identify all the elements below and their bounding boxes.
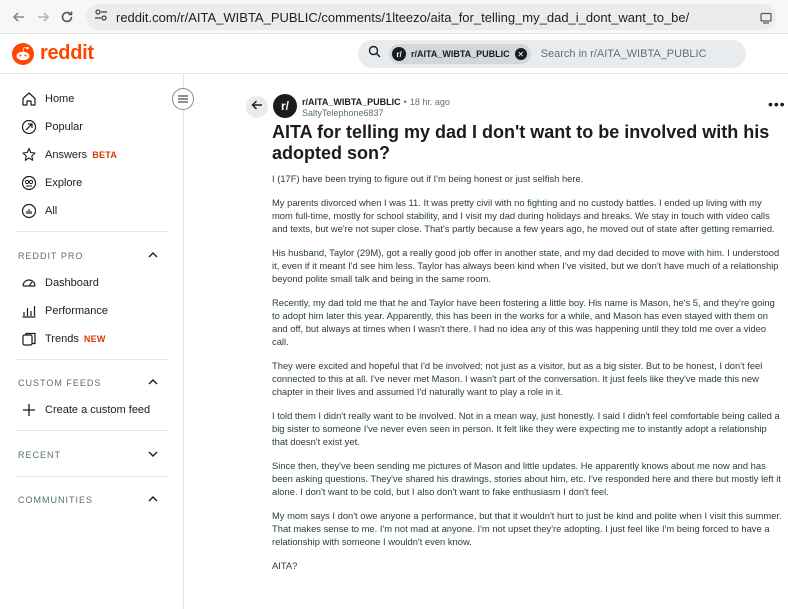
post-body — [272, 172, 782, 583]
post-title: AITA for telling my dad I don't want to be involved with his adopted son? — [272, 122, 770, 163]
more-options-icon[interactable]: ••• — [768, 96, 786, 112]
answers-icon — [20, 146, 38, 164]
create-custom-feed-button[interactable] — [20, 400, 150, 420]
chip-close-icon[interactable]: ✕ — [515, 48, 527, 60]
post-timestamp: 18 hr. ago — [409, 97, 450, 107]
popular-icon — [20, 118, 38, 136]
subreddit-search-chip[interactable] — [389, 44, 531, 64]
communities-heading: COMMUNITIES — [18, 495, 93, 505]
chevron-down-icon — [148, 450, 158, 460]
create-custom-feed-label: Create a custom feed — [45, 404, 151, 416]
sidebar-divider — [16, 231, 168, 232]
chevron-up-icon — [148, 495, 158, 505]
sidebar-item-label: Dashboard — [45, 277, 99, 289]
home-icon — [20, 90, 38, 108]
sidebar-item-explore[interactable] — [20, 173, 82, 193]
new-badge: NEW — [83, 334, 106, 344]
post-paragraph: My parents divorced when I was 11. It was pretty civil with no fighting and no custody battles. I ended up living with my mom full-time, mostly for school stability, and I visit my dad during holidays and breaks. We stay in touch with video calls and texts, but we're not super close. That's partly because a few years ago, he moved out of state after getting remarried. — [272, 197, 775, 234]
reddit-pro-section-header[interactable] — [18, 248, 158, 264]
sidebar-item-home[interactable] — [20, 89, 74, 109]
sidebar-divider — [16, 359, 168, 360]
search-icon — [368, 45, 381, 63]
sidebar-item-label: Popular — [45, 121, 83, 133]
custom-feeds-section-header[interactable] — [18, 375, 158, 391]
sidebar-divider — [16, 430, 168, 431]
sidebar-item-label: All — [45, 205, 58, 217]
cast-icon[interactable] — [760, 11, 772, 29]
beta-badge: BETA — [92, 150, 118, 160]
post-paragraph: My mom says I don't owe anyone a performance, but that it wouldn't hurt to just be kind and polite when I visit this summer. That makes sense to me. I'm not mad at anyone. I'm not upset they're adopting. I just feel like I'm being forced to have a relationship with someone I wouldn't even know. — [272, 510, 782, 547]
logo-wordmark: reddit — [40, 42, 94, 64]
post-author[interactable]: SaltyTelephone6837 — [302, 108, 384, 118]
sidebar-item-trends[interactable] — [20, 329, 106, 349]
subreddit-avatar[interactable]: r/ — [273, 94, 297, 118]
sidebar-item-performance[interactable] — [20, 301, 108, 321]
reddit-logo[interactable] — [12, 42, 94, 65]
sidebar-item-popular[interactable] — [20, 117, 83, 137]
back-arrow-icon[interactable] — [8, 6, 30, 28]
post-paragraph: Since then, they've been sending me pictures of Mason and little updates. He apparently knows about me now and has been asking questions. They've shared his drawings, stories about him, etc. I've responded here and there but mostly left it alone. I don't want to be cold, but I also don't want to fake enthusiasm I don't feel. — [272, 460, 781, 497]
arrow-left-icon — [251, 98, 263, 116]
url-text: reddit.com/r/AITA_WIBTA_PUBLIC/comments/1lteezo/aita_for_telling_my_dad_i_dont_want_to_be/ — [116, 9, 690, 25]
collapse-sidebar-button[interactable] — [172, 88, 194, 110]
sidebar-item-label: Answers — [45, 149, 88, 161]
site-header — [0, 34, 788, 74]
search-bar[interactable] — [358, 40, 746, 68]
chevron-up-icon — [148, 251, 158, 261]
sidebar-item-dashboard[interactable] — [20, 273, 99, 293]
reload-icon[interactable] — [56, 6, 78, 28]
site-settings-icon[interactable] — [94, 8, 108, 26]
search-input[interactable]: Search in r/AITA_WIBTA_PUBLIC — [540, 48, 707, 60]
performance-icon — [20, 302, 38, 320]
post-paragraph: AITA? — [272, 560, 298, 571]
dashboard-icon — [20, 274, 38, 292]
subreddit-chip-label: r/AITA_WIBTA_PUBLIC — [411, 49, 510, 59]
subreddit-chip-avatar: r/ — [392, 47, 406, 61]
menu-icon — [178, 90, 188, 108]
meta-separator: • — [403, 97, 407, 107]
sidebar-item-label: Home — [45, 93, 75, 105]
forward-arrow-icon[interactable] — [32, 6, 54, 28]
reddit-pro-heading: REDDIT PRO — [18, 251, 84, 261]
chevron-up-icon — [148, 378, 158, 388]
post-paragraph: I told them I didn't really want to be involved. Not in a mean way, just honestly. I said I didn't feel comfortable being called a big sister to someone I've never even seen in person. It felt like they were expecting me to instantly adopt a relationship that doesn't exist yet. — [272, 410, 780, 447]
communities-section-header[interactable] — [18, 492, 158, 508]
post-paragraph: I (17F) have been trying to figure out if I'm being honest or just selfish here. — [272, 173, 584, 184]
recent-heading: RECENT — [18, 450, 62, 460]
left-sidebar — [0, 74, 184, 609]
custom-feeds-heading: CUSTOM FEEDS — [18, 378, 102, 388]
sidebar-item-label: Explore — [45, 177, 83, 189]
reddit-snoo-icon — [12, 43, 34, 65]
plus-icon — [20, 401, 38, 419]
recent-section-header[interactable] — [18, 447, 158, 463]
sidebar-item-all[interactable] — [20, 201, 57, 221]
post-paragraph: Recently, my dad told me that he and Taylor have been fostering a little boy. His name is Mason, he's 5, and they're going to adopt him later this year. Apparently, this has been in the works for a while, and Mason has even stayed with them on and off, but always at times when I wasn't there. I had no idea any of this was happening until they told me over a video call. — [272, 297, 775, 347]
subreddit-link[interactable]: r/AITA_WIBTA_PUBLIC — [302, 97, 401, 107]
trends-icon — [20, 330, 38, 348]
explore-icon — [20, 174, 38, 192]
post-paragraph: They were excited and hopeful that I'd be involved; not just as a visitor, but as a big sister. But to be honest, I don't feel connected to this at all. I've never met Mason. I wasn't part of the conversation. It just feels like they've made this new chapter in their lives and assumed I'd naturally want to play a role in it. — [272, 360, 763, 397]
sidebar-item-label: Trends — [45, 333, 79, 345]
post-paragraph: His husband, Taylor (29M), got a really good job offer in another state, and my dad decided to move with him. I understood it, even if it meant I'd see him less. Taylor has always been kind when I've visited, but we don't have much of a relationship beyond polite small talk and being in the same room. — [272, 247, 780, 284]
sidebar-item-answers[interactable] — [20, 145, 117, 165]
browser-toolbar — [0, 0, 788, 34]
address-bar[interactable] — [86, 4, 776, 30]
all-icon — [20, 202, 38, 220]
sidebar-divider — [16, 476, 168, 477]
post-back-button[interactable] — [246, 96, 268, 118]
post-meta — [302, 97, 450, 107]
sidebar-item-label: Performance — [45, 305, 108, 317]
